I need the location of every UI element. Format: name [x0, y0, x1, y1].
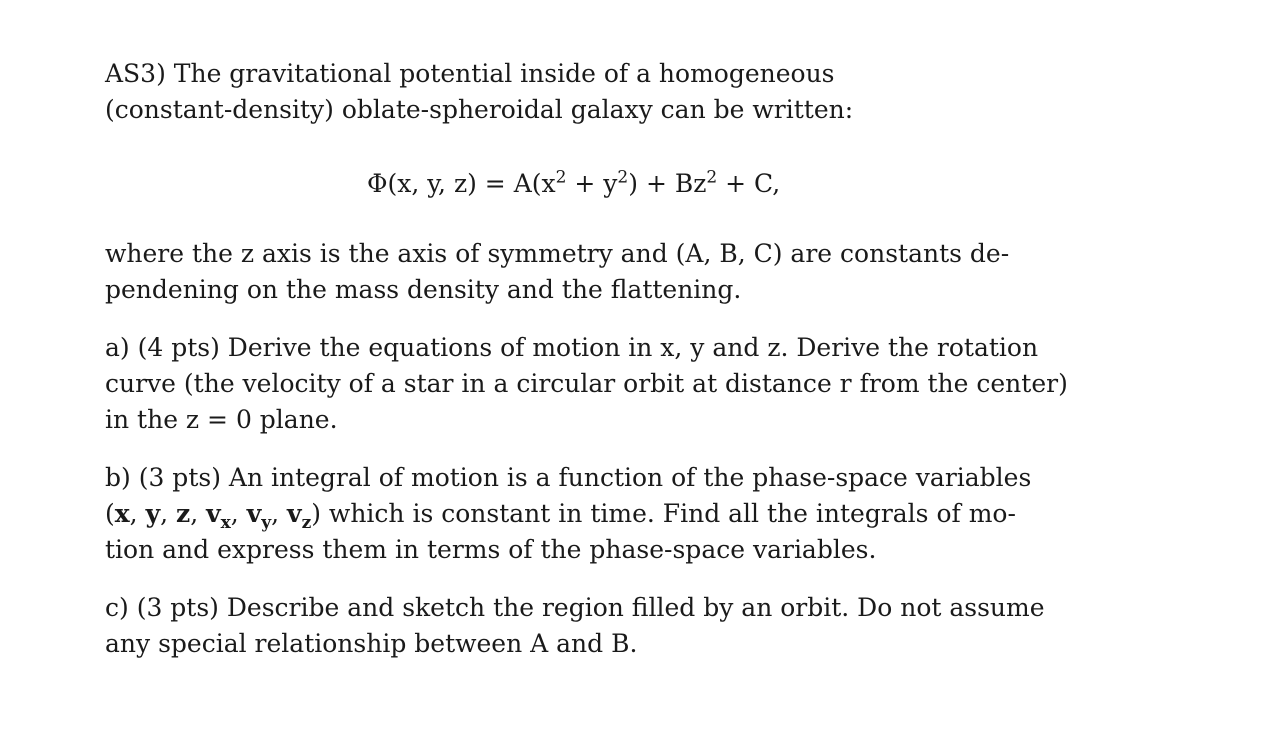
vars-close: ) — [311, 499, 321, 528]
equation-mid-1: + y — [566, 169, 618, 198]
vars-sep-1: , — [129, 499, 146, 528]
var-vy: v — [246, 499, 262, 528]
vars-sep-5: , — [271, 499, 288, 528]
problem-where — [105, 236, 1105, 308]
intro-line-2: (constant-density) oblate-spheroidal galaxy can be written: — [105, 95, 854, 124]
equation-exp-2: 2 — [617, 167, 629, 188]
part-c-line-1: c) (3 pts) Describe and sketch the region filled by an orbit. Do not assume — [105, 593, 1045, 622]
where-line-2: pendening on the mass density and the flattening. — [105, 275, 742, 304]
var-vx: v — [206, 499, 221, 528]
var-vz: v — [287, 499, 302, 528]
var-vz-sub: z — [301, 513, 312, 533]
equation-exp-3: 2 — [706, 167, 718, 188]
part-b-line-3: tion and express them in terms of the phase-space variables. — [105, 535, 877, 564]
var-vy-sub: y — [261, 513, 272, 533]
where-line-1: where the z axis is the axis of symmetry and (A, B, C) are constants de- — [105, 239, 1010, 268]
part-c-line-2: any special relationship between A and B. — [105, 629, 638, 658]
part-c — [105, 590, 1105, 662]
equation-exp-1: 2 — [555, 167, 567, 188]
var-vx-sub: x — [220, 513, 231, 533]
equation-lhs: Φ(x, y, z) = A(x — [367, 169, 556, 198]
var-y: y — [145, 499, 161, 528]
intro-line-1: AS3) The gravitational potential inside of a homogeneous — [105, 59, 835, 88]
vars-open: ( — [105, 499, 115, 528]
part-a — [105, 330, 1105, 438]
vars-sep-3: , — [190, 499, 207, 528]
var-x: x — [114, 499, 130, 528]
vars-sep-4: , — [230, 499, 247, 528]
problem-intro — [105, 56, 1105, 128]
part-a-line-3: in the z = 0 plane. — [105, 405, 338, 434]
potential-equation — [105, 166, 1105, 202]
part-b — [105, 460, 1105, 568]
part-a-line-1: a) (4 pts) Derive the equations of motion in x, y and z. Derive the rotation — [105, 333, 1039, 362]
vars-sep-2: , — [160, 499, 177, 528]
part-b-line-1: b) (3 pts) An integral of motion is a function of the phase-space variables — [105, 463, 1032, 492]
part-b-line-2 — [105, 496, 1105, 532]
problem-document — [105, 56, 1105, 662]
part-b-line-2-rest: which is constant in time. Find all the integrals of mo- — [320, 499, 1016, 528]
equation-end: + C, — [717, 169, 781, 198]
part-a-line-2: curve (the velocity of a star in a circular orbit at distance r from the center) — [105, 369, 1068, 398]
var-z: z — [176, 499, 191, 528]
equation-mid-2: ) + Bz — [628, 169, 707, 198]
